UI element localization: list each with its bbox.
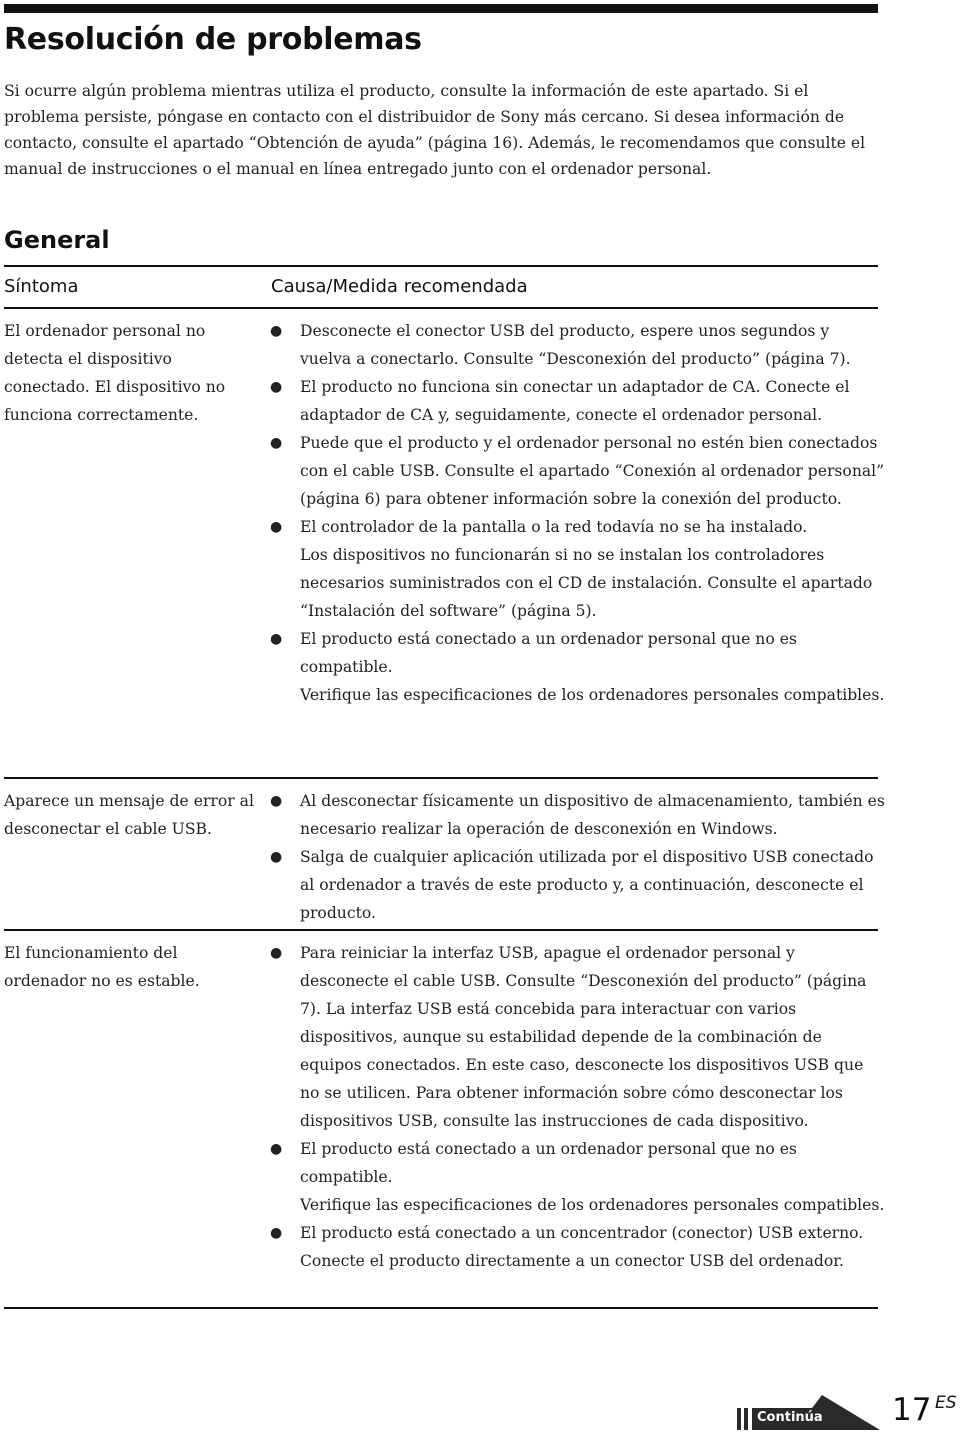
- cause-item: ● El producto no funciona sin conectar un adaptador de CA. Conecte el adaptador de CA y, seguidamente, conecte el ordenador personal.: [300, 373, 885, 429]
- cause-item: ● Salga de cualquier aplicación utilizada por el dispositivo USB conectado al ordenador a través de este producto y, a continuación, desconecte el producto.: [300, 843, 885, 927]
- cause-list: [270, 939, 885, 1275]
- table-row: [4, 779, 885, 931]
- bullet-icon: ●: [270, 435, 283, 451]
- continue-label: Continúa: [757, 1410, 823, 1425]
- bullet-icon: ●: [270, 631, 283, 647]
- section-title: General: [4, 226, 110, 254]
- bullet-icon: ●: [270, 1225, 283, 1241]
- cause-item: ● El producto está conectado a un concentrador (conector) USB externo. Conecte el producto directamente a un conector USB del ordenador.: [300, 1219, 885, 1275]
- column-header-symptom: Síntoma: [4, 276, 79, 297]
- cause-item: ● Desconecte el conector USB del producto, espere unos segundos y vuelva a conectarlo. Consulte “Desconexión del producto” (página 7).: [300, 317, 885, 373]
- page-number: 17: [892, 1392, 932, 1428]
- column-header-cause: Causa/Medida recomendada: [271, 276, 528, 297]
- bullet-icon: ●: [270, 793, 283, 809]
- cause-item: ● Para reiniciar la interfaz USB, apague el ordenador personal y desconecte el cable USB. Consulte “Desconexión del producto” (página 7). La interfaz USB está concebida para interactuar con varios dispositivos, aunque su estabilidad depende de la combinación de equipos conectados. En este caso, desconecte los dispositivos USB que no se utilicen. Para obtener información sobre cómo desconectar los dispositivos USB, consulte las instrucciones de cada dispositivo.: [300, 939, 885, 1135]
- bullet-icon: ●: [270, 323, 283, 339]
- bullet-icon: ●: [270, 849, 283, 865]
- table-row: [4, 931, 885, 1309]
- page-title: Resolución de problemas: [4, 22, 422, 57]
- troubleshooting-table: [4, 265, 885, 1309]
- cause-item: ● El producto está conectado a un ordenador personal que no es compatible. Verifique las especificaciones de los ordenadores personales compatibles.: [300, 1135, 885, 1219]
- cause-item: ● Al desconectar físicamente un dispositivo de almacenamiento, también es necesario realizar la operación de desconexión en Windows.: [300, 787, 885, 843]
- cause-list: [270, 787, 885, 927]
- table-header-row: [4, 265, 878, 309]
- symptom-cell: El ordenador personal no detecta el dispositivo conectado. El dispositivo no funciona correctamente.: [4, 322, 226, 424]
- continue-bars-icon: [737, 1408, 749, 1430]
- bullet-icon: ●: [270, 379, 283, 395]
- bullet-icon: ●: [270, 519, 283, 535]
- table-row: [4, 309, 885, 779]
- cause-item: ● El controlador de la pantalla o la red todavía no se ha instalado. Los dispositivos no funcionarán si no se instalan los controladores necesarios suministrados con el CD de instalación. Consulte el apartado “Instalación del software” (página 5).: [300, 513, 885, 625]
- top-rule-bar: [4, 4, 878, 13]
- cause-list: [270, 317, 885, 709]
- bullet-icon: ●: [270, 1141, 283, 1157]
- language-code: ES: [935, 1393, 957, 1413]
- symptom-cell: El funcionamiento del ordenador no es estable.: [4, 944, 200, 990]
- cause-item: ● El producto está conectado a un ordenador personal que no es compatible. Verifique las especificaciones de los ordenadores personales compatibles.: [300, 625, 885, 709]
- intro-paragraph: Si ocurre algún problema mientras utiliza el producto, consulte la información de este apartado. Si el problema persiste, póngase en contacto con el distribuidor de Sony más cercano. Si desea información de contacto, consulte el apartado “Obtención de ayuda” (página 16). Además, le recomendamos que consulte el manual de instrucciones o el manual en línea entregado junto con el ordenador personal.: [4, 82, 866, 178]
- cause-item: ● Puede que el producto y el ordenador personal no estén bien conectados con el cable USB. Consulte el apartado “Conexión al ordenador personal” (página 6) para obtener información sobre la conexión del producto.: [300, 429, 885, 513]
- bullet-icon: ●: [270, 945, 283, 961]
- symptom-cell: Aparece un mensaje de error al desconectar el cable USB.: [4, 792, 254, 838]
